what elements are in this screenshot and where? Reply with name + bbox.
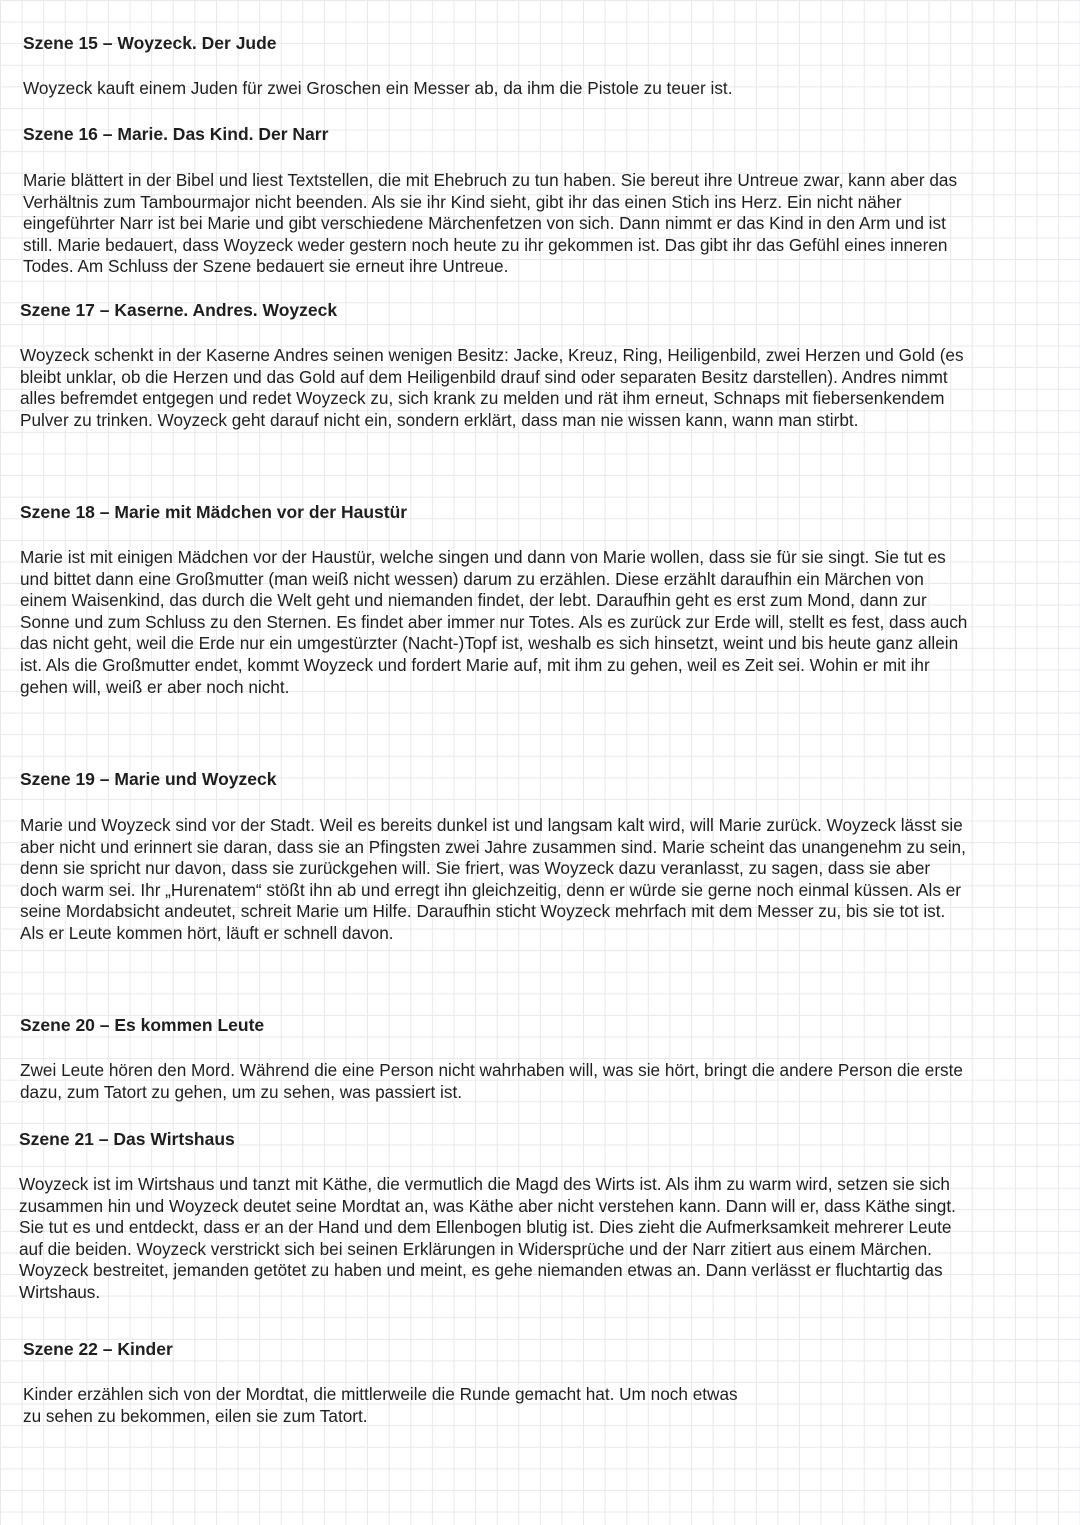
scene-22-text: Kinder erzählen sich von der Mordtat, die mittlerweile die Runde gemacht hat. Um noch etwas zu sehen zu bekommen, eilen sie zum Tatort. bbox=[23, 1384, 738, 1426]
scene-19-text: Marie und Woyzeck sind vor der Stadt. Weil es bereits dunkel ist und langsam kalt wird, will Marie zurück. Woyzeck lässt sie aber nicht und erinnert sie daran, dass sie an Pfingsten zwei Jahre zusammen sind. Marie scheint das unangenehm zu sein, denn sie spricht nur davon, dass sie zurückgehen will. Sie friert, was Woyzeck dazu veranlasst, zu sagen, dass sie aber doch warm sei. Ihr „Hurenatem“ stößt ihn ab und erregt ihn gleichzeitig, denn er würde sie gerne noch einmal küssen. Als er seine Mordabsicht andeutet, schreit Marie um Hilfe. Daraufhin sticht Woyzeck mehrfach mit dem Messer zu, bis sie tot ist. Als er Leute kommen hört, läuft er schnell davon. bbox=[20, 815, 966, 943]
scene-21-text: Woyzeck ist im Wirtshaus und tanzt mit Käthe, die vermutlich die Magd des Wirts ist. Als ihm zu warm wird, setzen sie sich zusammen hin und Woyzeck deutet seine Mordtat an, was Käthe aber nicht verstehen kann. Dann will er, dass Käthe singt. Sie tut es und entdeckt, dass er an der Hand und dem Ellenbogen blutig ist. Dies zieht die Aufmerksamkeit mehrerer Leute auf die beiden. Woyzeck verstrickt sich bei seinen Erklärungen in Widersprüche und der Narr zitiert aus einem Märchen. Woyzeck bestreitet, jemanden getötet zu haben und meint, es gehe niemanden etwas an. Dann verlässt er fluchtartig das Wirtshaus. bbox=[19, 1174, 956, 1302]
scene-15-text: Woyzeck kauft einem Juden für zwei Groschen ein Messer ab, da ihm die Pistole zu teuer ist. bbox=[23, 78, 733, 98]
scene-16-text: Marie blättert in der Bibel und liest Textstellen, die mit Ehebruch zu tun haben. Sie bereut ihre Untreue zwar, kann aber das Verhältnis zum Tambourmajor nicht beenden. Als sie ihr Kind sieht, gibt ihr das einen Stich ins Herz. Ein nicht näher eingeführter Narr ist bei Marie und gibt verschiedene Märchenfetzen von sich. Dann nimmt er das Kind in den Arm und ist still. Marie bedauert, dass Woyzeck weder gestern noch heute zu ihr gekommen ist. Das gibt ihr das Gefühl eines inneren Todes. Am Schluss der Szene bedauert sie erneut ihre Untreue. bbox=[23, 170, 958, 277]
scene-15-heading: Szene 15 – Woyzeck. Der Jude bbox=[23, 33, 277, 53]
scene-19-heading: Szene 19 – Marie und Woyzeck bbox=[20, 769, 277, 789]
scene-17-heading: Szene 17 – Kaserne. Andres. Woyzeck bbox=[20, 300, 338, 320]
scene-21-heading: Szene 21 – Das Wirtshaus bbox=[19, 1129, 235, 1149]
scene-16-heading: Szene 16 – Marie. Das Kind. Der Narr bbox=[23, 124, 329, 144]
scene-22-heading: Szene 22 – Kinder bbox=[23, 1339, 173, 1359]
scene-20-heading: Szene 20 – Es kommen Leute bbox=[20, 1015, 265, 1035]
scene-17-text: Woyzeck schenkt in der Kaserne Andres seinen wenigen Besitz: Jacke, Kreuz, Ring, Heiligenbild, zwei Herzen und Gold (es bleibt unklar, ob die Herzen und das Gold auf dem Heiligenbild drauf sind oder separaten Besitz darstellen). Andres nimmt alles befremdet entgegen und redet Woyzeck zu, sich krank zu melden und rät ihm erneut, Schnaps mit fiebersenkendem Pulver zu trinken. Woyzeck geht darauf nicht ein, sondern erklärt, dass man nie wissen kann, wann man stirbt. bbox=[20, 345, 964, 430]
scene-18-text: Marie ist mit einigen Mädchen vor der Haustür, welche singen und dann von Marie wollen, dass sie für sie singt. Sie tut es und bittet dann eine Großmutter (man weiß nicht wessen) darum zu erzählen. Diese erzählt daraufhin ein Märchen von einem Waisenkind, das durch die Welt geht und niemanden findet, der lebt. Daraufhin geht es erst zum Mond, dann zur Sonne und zum Schluss zu den Sternen. Es findet aber immer nur Totes. Als es zurück zur Erde will, stellt es fest, dass auch das nicht geht, weil die Erde nur ein umgestürzter (Nacht-)Topf ist, weshalb es sich hinsetzt, weint und bis heute ganz allein ist. Als die Großmutter endet, kommt Woyzeck und fordert Marie auf, mit ihm zu gehen, weil es Zeit sei. Wohin er mit ihr gehen will, weiß er aber noch nicht. bbox=[20, 547, 968, 697]
scene-18-heading: Szene 18 – Marie mit Mädchen vor der Haustür bbox=[20, 502, 408, 522]
scene-20-text: Zwei Leute hören den Mord. Während die eine Person nicht wahrhaben will, was sie hört, bringt die andere Person die erste dazu, zum Tatort zu gehen, um zu sehen, was passiert ist. bbox=[20, 1060, 963, 1102]
